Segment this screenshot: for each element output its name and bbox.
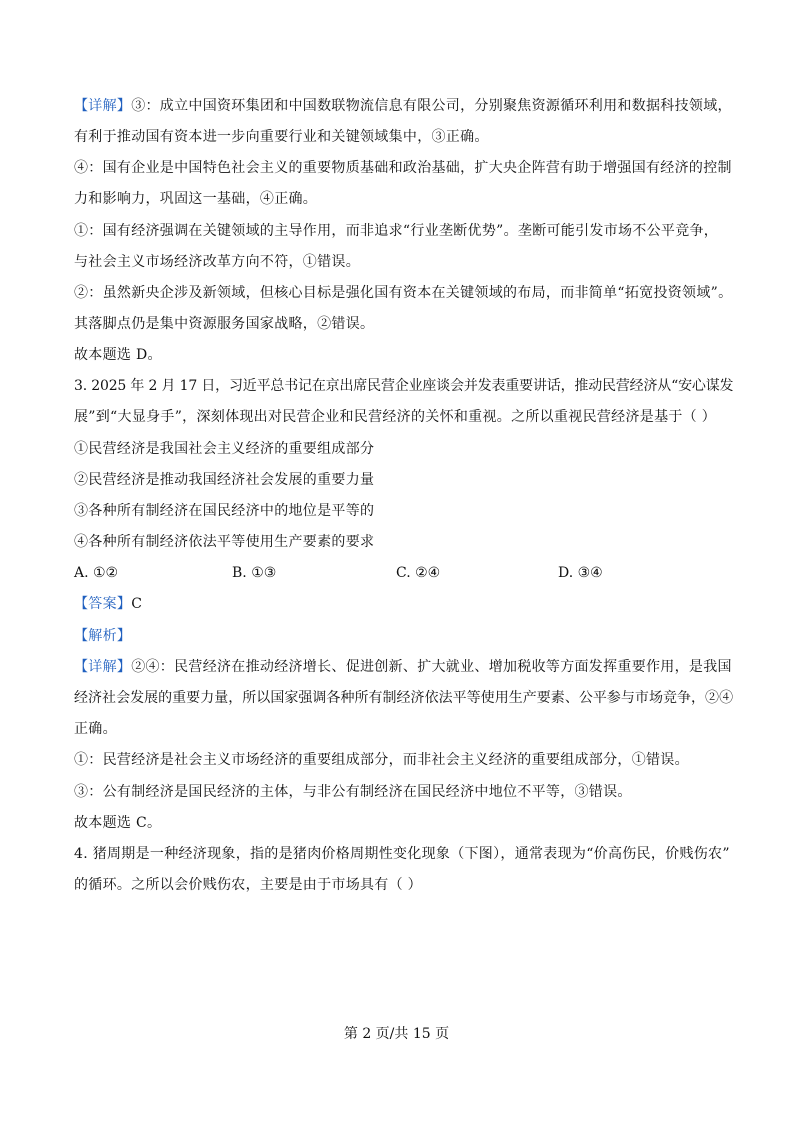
option-d: D. ③④ [558,565,603,581]
conclusion-line: 故本题选 D。 [74,347,162,363]
detail-paragraph-line: ①：国有经济强调在关键领域的主导作用，而非追求“行业垄断优势”。垄断可能引发市场不公平竞争， [74,223,719,239]
detail-paragraph-line: ①：民营经济是社会主义市场经济的重要组成部分，而非社会主义经济的重要组成部分，①错误。 [74,752,689,768]
question-stem-line: 4. 猪周期是一种经济现象，指的是猪肉价格周期性变化现象（下图），通常表现为“价高伤民，价贱伤农” [74,846,730,862]
detail-paragraph-line: 其落脚点仍是集中资源服务国家战略，②错误。 [74,316,375,332]
statement-line: ④各种所有制经济依法平等使用生产要素的要求 [74,534,375,550]
answer-tag: 【答案】 [74,596,132,612]
option-b: B. ①③ [232,565,277,581]
option-c: C. ②④ [396,565,441,581]
statement-line: ②民营经济是推动我国经济社会发展的重要力量 [74,472,375,488]
detail-tag: 【详解】 [74,659,132,675]
detail-paragraph-line: 有利于推动国有资本进一步向重要行业和关键领域集中，③正确。 [74,129,489,145]
question-stem-line: 的循环。之所以会价贱伤农，主要是由于市场具有（ ） [74,877,422,893]
question-stem-line: 3. 2025 年 2 月 17 日，习近平总书记在京出席民营企业座谈会并发表重要讲话，推动民营经济从“安心谋发 [74,378,734,394]
answer-line [74,594,142,614]
statement-line: ①民营经济是我国社会主义经济的重要组成部分 [74,441,375,457]
detail-paragraph-line: ②：虽然新央企涉及新领域，但核心目标是强化国有资本在关键领域的布局，而非简单“拓宽投资领域”。 [74,285,733,301]
detail-paragraph-line: 【详解】②④：民营经济在推动经济增长、促进创新、扩大就业、增加税收等方面发挥重要作用，是我国 [74,659,732,675]
detail-paragraph-line: ④：国有企业是中国特色社会主义的重要物质基础和政治基础，扩大央企阵营有助于增强国有经济的控制 [74,160,732,176]
detail-paragraph-line: 力和影响力，巩固这一基础，④正确。 [74,191,318,207]
detail-paragraph-line: 【详解】③：成立中国资环集团和中国数联物流信息有限公司，分别聚焦资源循环利用和数据科技领域， [74,98,732,114]
statement-line: ③各种所有制经济在国民经济中的地位是平等的 [74,503,375,519]
page-footer: 第 2 页/共 15 页 [343,1026,450,1042]
question-stem-line: 展”到“大显身手”，深刻体现出对民营企业和民营经济的关怀和重视。之所以重视民营经济是基于（ ） [74,409,717,425]
detail-paragraph-line: 经济社会发展的重要力量，所以国家强调各种所有制经济依法平等使用生产要素、公平参与市场竞争，②④ [74,690,734,706]
analysis-tag: 【解析】 [74,628,132,644]
detail-paragraph-line: ③：公有制经济是国民经济的主体，与非公有制经济在国民经济中地位不平等，③错误。 [74,784,632,800]
answer-value: C [131,596,143,612]
option-a: A. ①② [74,565,119,581]
conclusion-line: 故本题选 C。 [74,815,162,831]
detail-paragraph-line: 正确。 [74,721,117,737]
detail-tag: 【详解】 [74,98,132,114]
detail-paragraph-line: 与社会主义市场经济改革方向不符，①错误。 [74,254,360,270]
